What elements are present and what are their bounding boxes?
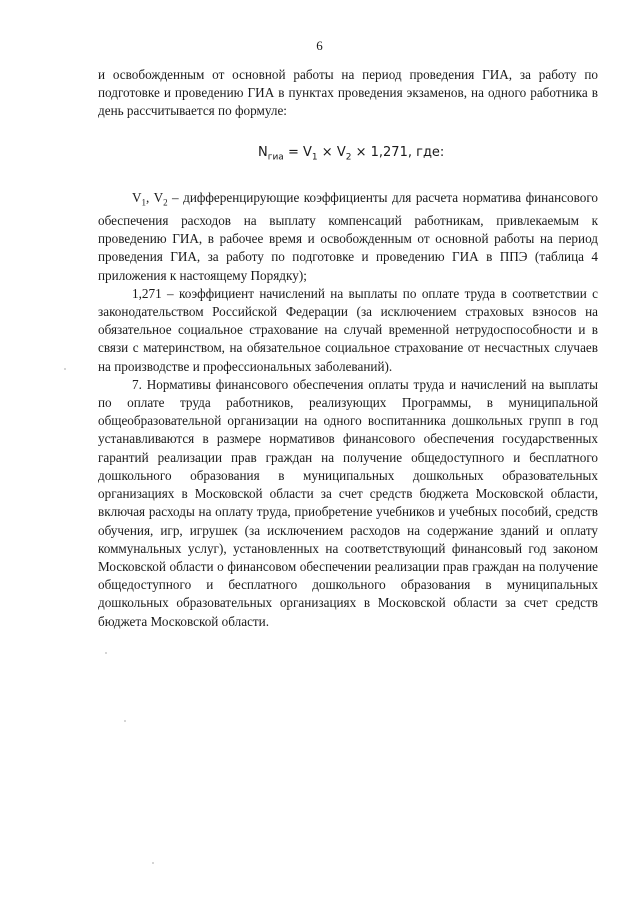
formula [98,143,598,168]
scan-speck [152,862,154,864]
para-v-v2: V [153,190,164,206]
formula-v1-sub: 1 [311,152,318,163]
formula-tail: , где: [407,144,445,160]
page-number: 6 [316,38,323,53]
scan-speck [124,720,126,722]
section-7-paragraph: 7. Нормативы финансового обеспечения оплаты труда и начислений на выплаты по оплате труда работников, реализующих Программы, в муниципальной общеобразовательной организации на одного воспитанника дошкольных групп в год устанавливаются в размере нормативов финансового обеспечения государственных гарантий реализации прав граждан на получение общедоступного и бесплатного дошкольного образования в муниципальных дошкольных образовательных организациях в Московской области за счет средств бюджета Московской области, включая расходы на оплату труда, приобретение учебников и учебных пособий, средств обучения, игр, игрушек (за исключением расходов на содержание зданий и оплату коммунальных услуг), установленных на соответствующий финансовый год законом Московской области о финансовом обеспечении реализации прав граждан на получение общедоступного и бесплатного дошкольного образования в муниципальных дошкольных образовательных организациях в Московской области за счет средств бюджета Московской области. [98,376,598,629]
coefficient-1271-paragraph: 1,271 – коэффициент начислений на выплаты по оплате труда в соответствии с законодательством Российской Федерации (за исключением страховых взносов на обязательное социальное страхование на случай временной нетрудоспособности и в связи с материнством, на обязательное социальное страхование от несчастных случаев на производстве и профессиональных заболеваний). [98,285,598,374]
para-v-sub2: 2 [163,197,168,208]
coefficients-v-paragraph [98,189,598,285]
formula-lhs-sub: гиа [267,152,284,163]
formula-lhs: N [258,144,268,160]
para-v-v1: V [132,190,142,206]
intro-paragraph: и освобожденным от основной работы на период проведения ГИА, за работу по подготовке и проведению ГИА в пунктах проведения экзаменов, на одного работника в день рассчитывается по формуле: [98,67,598,119]
formula-v1: V [303,144,312,160]
formula-v2-sub: 2 [345,152,352,163]
formula-times-1: × [317,144,337,160]
formula-eq: = [283,144,303,160]
formula-coefficient: 1,271 [370,144,408,160]
scan-speck [105,652,107,654]
document-body [98,66,598,631]
formula-v2: V [336,144,346,160]
scan-speck [64,368,66,370]
formula-times-2: × [351,144,371,160]
para-v-sub1: 1 [141,197,147,208]
para-v-text: – дифференцирующие коэффициенты для расчета норматива финансового обеспечения расходов на выплату компенсаций работникам, привлекаемым к проведению ГИА, в рабочее время и освобожденным от основной работы на период проведения ГИА, за работу по подготовке и проведению ГИА в ППЭ (таблица 4 приложения к настоящему Порядку); [98,190,599,283]
para-v-sep: , [146,190,154,206]
